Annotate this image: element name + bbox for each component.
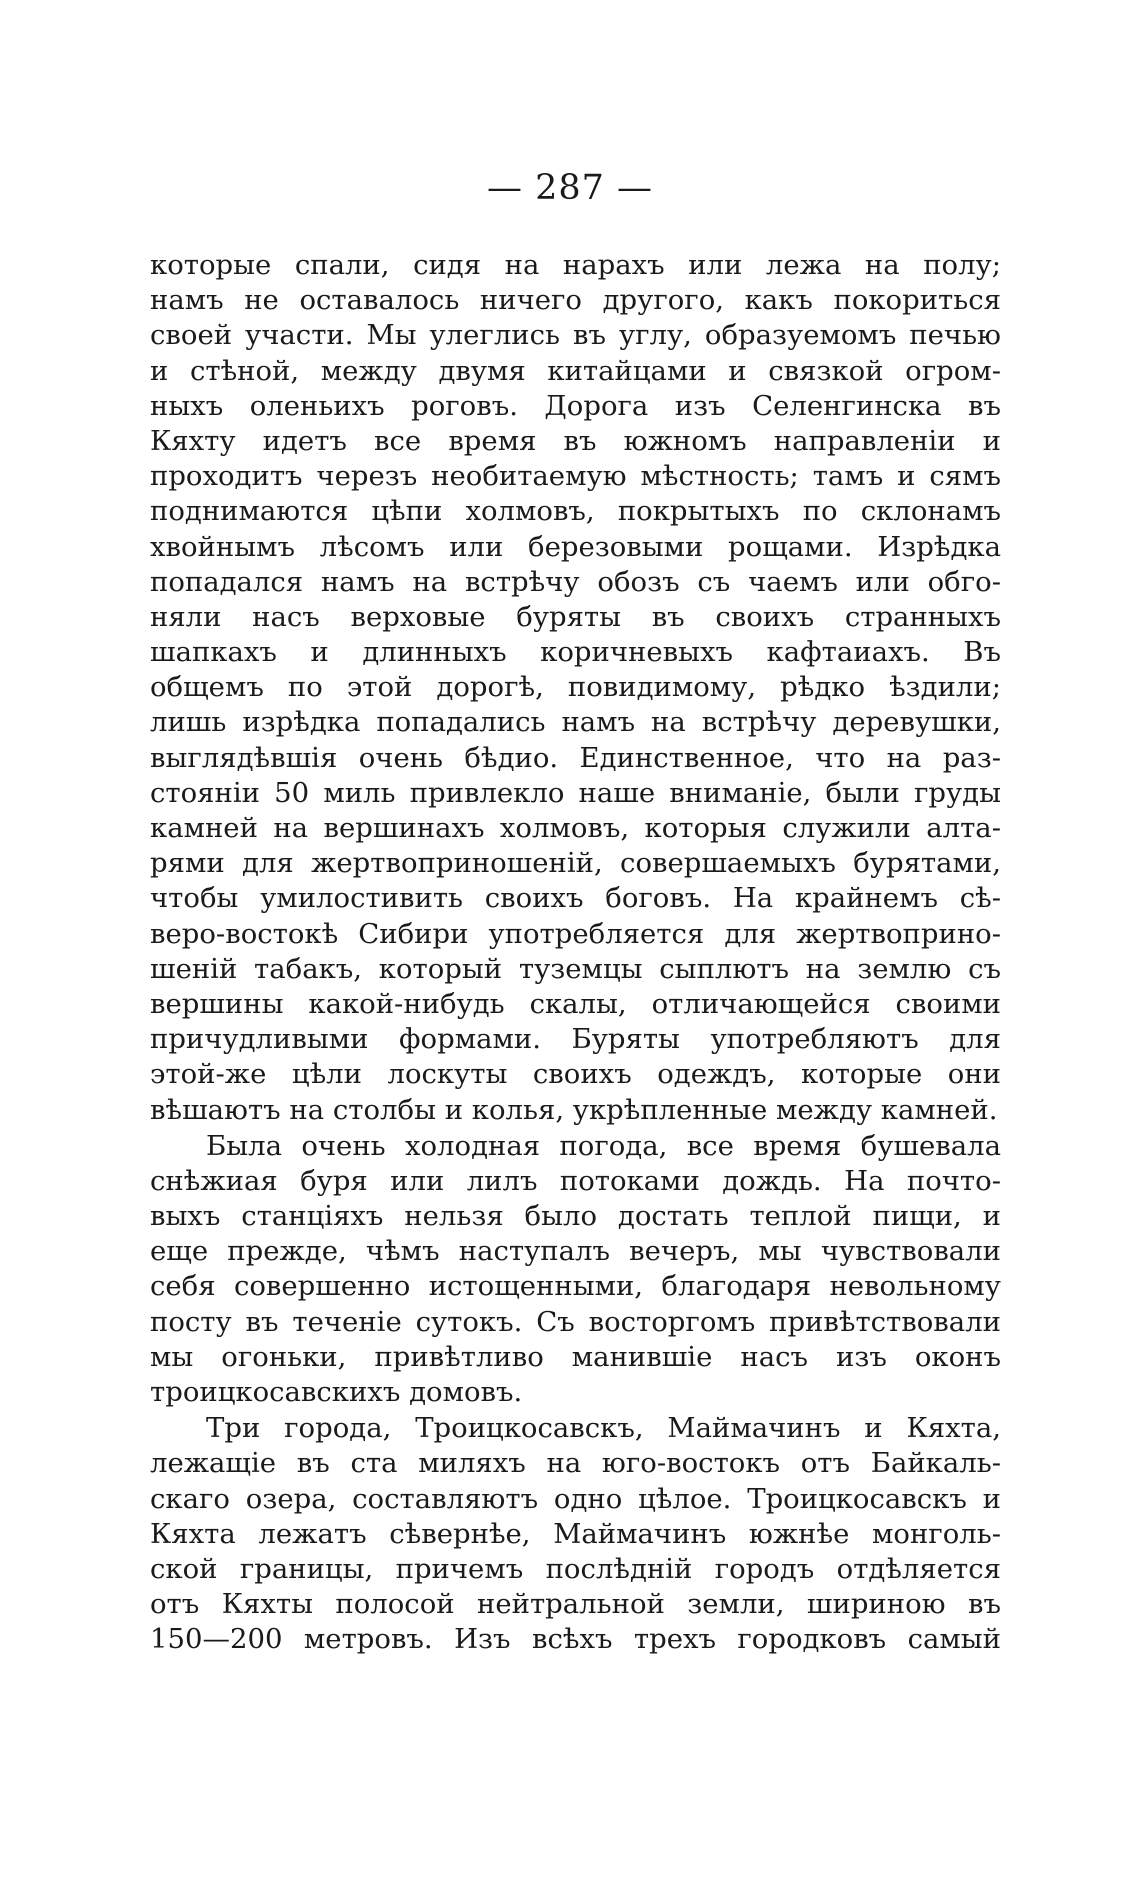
text-line: этой-же цѣли лоскуты своихъ одеждъ, которые они — [150, 1058, 1001, 1091]
text-line: себя совершенно истощенными, благодаря невольному — [150, 1270, 1001, 1303]
text-line: намъ не оставалось ничего другого, какъ покориться — [150, 284, 1001, 317]
text-line: лишь изрѣдка попадались намъ на встрѣчу деревушки, — [150, 706, 1001, 739]
text-line: ныхъ оленьихъ роговъ. Дорога изъ Селенгинска въ — [150, 389, 1001, 422]
text-line: выхъ станціяхъ нельзя было достать теплой пищи, и — [150, 1200, 1001, 1233]
text-line: причудливыми формами. Буряты употребляютъ для — [150, 1023, 1001, 1056]
text-line: отъ Кяхты полосой нейтральной земли, шириною въ — [150, 1588, 1001, 1621]
text-line: 150—200 метровъ. Изъ всѣхъ трехъ городковъ самый — [150, 1623, 1001, 1656]
text-line: еще прежде, чѣмъ наступалъ вечеръ, мы чувствовали — [150, 1235, 1001, 1268]
text-line: мы огоньки, привѣтливо манившіе насъ изъ оконъ — [150, 1340, 1001, 1373]
text-line: камней на вершинахъ холмовъ, которыя служили алта- — [150, 812, 1001, 844]
body-text — [150, 248, 1001, 1658]
text-line: троицкосавскихъ домовъ. — [150, 1376, 523, 1408]
paragraph — [150, 1411, 1001, 1657]
text-line: рями для жертвоприношеній, совершаемыхъ бурятами, — [150, 847, 1001, 880]
text-line: и стѣной, между двумя китайцами и связкой огром- — [150, 354, 1001, 387]
text-line: шапкахъ и длинныхъ коричневыхъ кафтаиахъ. Въ — [150, 636, 1001, 669]
text-line: ской границы, причемъ послѣдній городъ отдѣляется — [150, 1552, 1001, 1585]
text-line: шеній табакъ, который туземцы сыплютъ на землю съ — [150, 952, 1001, 985]
text-line: Кяхту идетъ все время въ южномъ направленіи и — [150, 424, 1001, 457]
text-line: Была очень холодная погода, все время бушевала — [206, 1129, 1001, 1162]
page-number: — 287 — — [486, 168, 654, 208]
paragraph — [150, 248, 1001, 1128]
text-line: выглядѣвшія очень бѣдио. Единственное, что на раз- — [150, 741, 1001, 774]
text-line: стояніи 50 миль привлекло наше вниманіе, были груды — [150, 776, 1001, 809]
text-line: Кяхта лежатъ сѣвернѣе, Маймачинъ южнѣе монголь- — [150, 1517, 1001, 1550]
text-line: посту въ теченіе сутокъ. Съ восторгомъ привѣтствовали — [150, 1305, 1001, 1338]
text-line: попадался намъ на встрѣчу обозъ съ чаемъ или обго- — [150, 565, 1001, 598]
text-line: хвойнымъ лѣсомъ или березовыми рощами. Изрѣдка — [150, 530, 1001, 563]
text-line: вѣшаютъ на столбы и колья, укрѣпленные между камней. — [150, 1093, 998, 1126]
text-line: чтобы умилостивить своихъ боговъ. На крайнемъ сѣ- — [150, 882, 1001, 915]
text-line: вершины какой-нибудь скалы, отличающейся своими — [150, 987, 1001, 1020]
text-line: своей участи. Мы улеглись въ углу, образуемомъ печью — [150, 319, 1001, 352]
text-line: няли насъ верховые буряты въ своихъ странныхъ — [150, 600, 1001, 633]
text-line: поднимаются цѣпи холмовъ, покрытыхъ по склонамъ — [150, 495, 1001, 528]
text-line: веро-востокѣ Сибири употребляется для жертвоприно- — [150, 917, 1001, 950]
text-line: снѣжиая буря или лилъ потоками дождь. На почто- — [150, 1164, 1001, 1197]
text-line: лежащіе въ ста миляхъ на юго-востокъ отъ Байкаль- — [150, 1447, 1001, 1480]
paragraph — [150, 1129, 1001, 1411]
text-line: которые спали, сидя на нарахъ или лежа на полу; — [150, 249, 1001, 281]
text-line: общемъ по этой дорогѣ, повидимому, рѣдко ѣздили; — [150, 671, 1001, 704]
text-line: проходитъ черезъ необитаемую мѣстность; тамъ и сямъ — [150, 460, 1001, 493]
text-line: Три города, Троицкосавскъ, Маймачинъ и Кяхта, — [206, 1412, 1001, 1445]
text-line: скаго озера, составляютъ одно цѣлое. Троицкосавскъ и — [150, 1482, 1001, 1515]
